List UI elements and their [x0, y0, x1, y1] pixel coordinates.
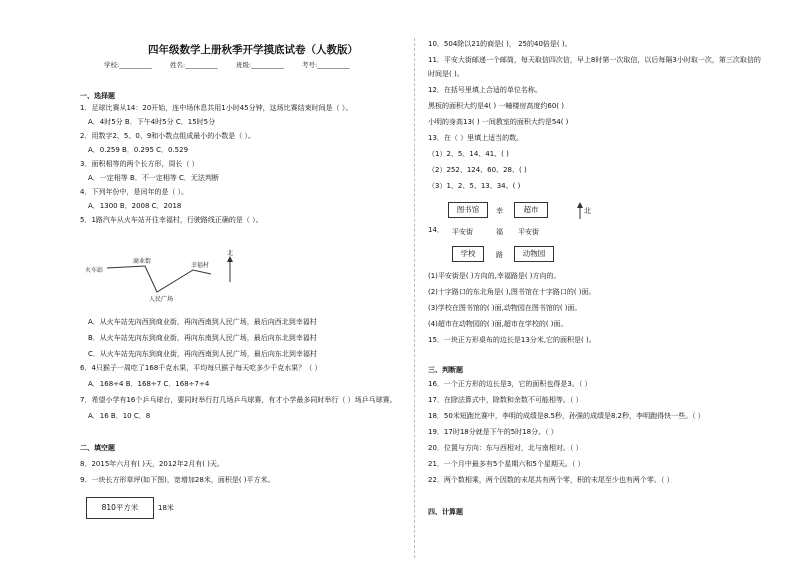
map-lu: 路	[496, 251, 503, 259]
question-14-number: 14．	[428, 226, 444, 234]
map-library: 图书馆	[448, 202, 488, 218]
question-9: 9．一块长方形草坪(如下图)，宽增加28米，面积是( )平方米。	[80, 476, 275, 484]
lawn-width-label: 18米	[158, 504, 174, 512]
map-zoo: 动物园	[514, 246, 554, 262]
question-22: 22．两个数相乘，两个因数的末尾共有两个零，积的末尾至少也有两个零。（ ）	[428, 476, 674, 484]
question-16: 16．一个正方形的边长是3，它的面积也得是3。（ ）	[428, 380, 592, 388]
question-18: 18．50米短跑比赛中，李明的成绩是8.5秒，孙强的成绩是8.2秒，李明跑得快一些。（ ）	[428, 412, 705, 420]
school-field[interactable]: 学校:__________	[104, 61, 152, 69]
question-14-c: (3)学校在图书馆的( )面,动物园在图书馆的( )面。	[428, 304, 582, 312]
question-13-a: （1）2、5、14、41、( )	[428, 150, 509, 158]
question-13-b: （2）252、124、60、28、( )	[428, 166, 527, 174]
map-school: 学校	[452, 246, 484, 262]
map-north: 北	[584, 207, 591, 215]
map-label-station: 火车站	[85, 267, 104, 274]
question-11-line1: 11．平安大街邮递一个邮筒，每天取信四次信，早上8时第一次取信，以后每隔3小时取一次，第三次取信的	[428, 56, 761, 64]
map-label-village: 幸福村	[191, 262, 210, 269]
question-3: 3．面积相等的两个长方形，周长（ ）	[80, 160, 199, 168]
question-17: 17．在除法算式中，除数和余数不可能相等。（ ）	[428, 396, 583, 404]
map-label-plaza: 人民广场	[149, 296, 174, 303]
question-12: 12．在括号里填上合适的单位名称。	[428, 86, 542, 94]
question-14-b: (2)十字路口的东北角是( ),图书馆在十字路口的( )面。	[428, 288, 596, 296]
question-2: 2．用数字2、5、0、9和小数点组成最小的小数是（ ）。	[80, 132, 255, 140]
map-label-street: 商业街	[133, 258, 152, 265]
question-14-d: (4)超市在动物园的( )面,超市在学校的( )面。	[428, 320, 568, 328]
page-title: 四年级数学上册秋季开学摸底试卷（人教版）	[148, 44, 358, 56]
section-judge: 三、判断题	[428, 366, 463, 374]
street-map	[448, 200, 608, 266]
question-1-options: A．4时5分 B．下午4时5分 C．15时5分	[88, 118, 216, 126]
name-field[interactable]: 姓名:__________	[170, 61, 218, 69]
question-6-options: A．168÷4 B．168÷7 C．168÷7÷4	[88, 380, 210, 388]
map-pingan-1: 平安街	[452, 228, 473, 236]
question-8: 8．2015年六月有( )天，2012年2月有( )天。	[80, 460, 224, 468]
question-2-options: A．0.259 B．0.295 C．0.529	[88, 146, 189, 154]
question-6: 6．4只猴子一周吃了168千克水果，平均每只猴子每天吃多少千克水果？（ ）	[80, 364, 322, 372]
map-label-north: 北	[227, 250, 234, 257]
lawn-rectangle: 810平方米	[86, 497, 154, 519]
question-5-option-b: B．从火车站先向东到商业街，再向东南到人民广场，最后向东北到幸福村	[88, 334, 317, 342]
column-divider	[414, 38, 415, 558]
question-21: 21．一个月中最多有5个星期六和5个星期天。（ ）	[428, 460, 585, 468]
question-7-options: A．16 B．10 C．8	[88, 412, 151, 420]
map-market: 超市	[514, 202, 548, 218]
map-xing: 幸	[496, 207, 503, 215]
question-4-options: A．1300 B．2008 C．2018	[88, 202, 182, 210]
question-7: 7．希望小学有16个乒乓球台，要同时举行打几场乒乓球赛，有才小学最多同时举行（ ）场乒乓球赛。	[80, 396, 397, 404]
question-12-b: 小明的身高13( ) 一间教室的面积大约是54( )	[428, 118, 569, 126]
question-4: 4．下列年份中，是闰年的是（ ）。	[80, 188, 189, 196]
question-13-c: （3）1、2、5、13、34、( )	[428, 182, 521, 190]
section-calc: 四、计算题	[428, 508, 463, 516]
question-12-a: 黑板的面积大约是4( ) 一幢楼房高度约60( )	[428, 102, 564, 110]
question-3-options: A．一定相等 B．不一定相等 C．无法判断	[88, 174, 219, 182]
section-choice: 一、选择题	[80, 92, 115, 100]
map-fu: 福	[496, 228, 503, 236]
question-10: 10．504除以21的商是( )， 25的40倍是( )。	[428, 40, 572, 48]
question-5-option-a: A．从火车站先向西到商业街，再向西南到人民广场，最后向西北到幸福村	[88, 318, 317, 326]
question-19: 19．17时18分就是下午的5时18分。（ ）	[428, 428, 558, 436]
question-1: 1．足球比赛从14：20开始，连中场休息共用1小时45分钟，这场比赛结束时间是（ ）。	[80, 104, 353, 112]
question-20: 20．位置与方向：东与西相对，北与南相对。（ ）	[428, 444, 583, 452]
question-11-line2: 时间是( )。	[428, 70, 464, 78]
question-5: 5．1路汽车从火车站开往幸福村，行驶路线正确的是（ ）。	[80, 216, 263, 224]
question-14-a: (1)平安街是( )方向的,幸福路是( )方向的。	[428, 272, 561, 280]
route-map	[85, 248, 245, 308]
question-15: 15．一块正方形桌布的边长是13分米,它的面积是( )。	[428, 336, 596, 344]
map-pingan-2: 平安街	[518, 228, 539, 236]
class-field[interactable]: 班级:__________	[236, 61, 284, 69]
question-5-option-c: C．从火车站先向东到商业街，再向西南到人民广场，最后向东北到幸福村	[88, 350, 317, 358]
number-field[interactable]: 考号:__________	[302, 61, 350, 69]
question-13: 13．在（ ）里填上适当的数。	[428, 134, 524, 142]
section-fill: 二、填空题	[80, 444, 115, 452]
